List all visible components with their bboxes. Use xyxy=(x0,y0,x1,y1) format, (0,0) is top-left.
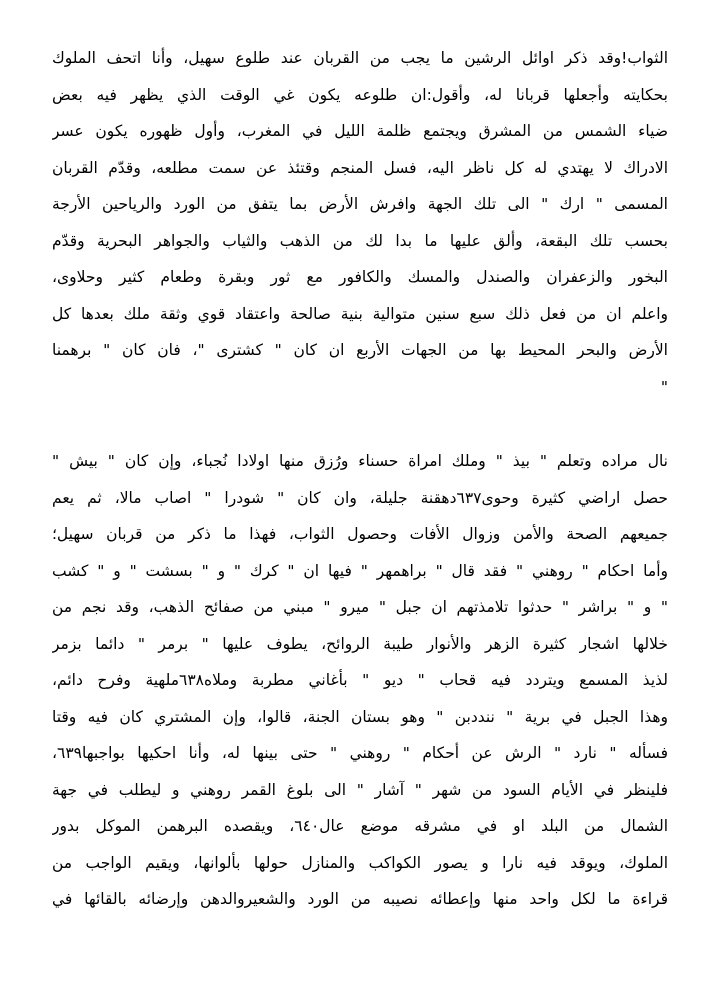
text-line: البخور والزعفران والصندل والمسك والكافور مع ثور وبقرة وطعام كثير وحلاوى، xyxy=(52,268,668,286)
text-line: وأما احكام " روهني " فقد قال " براهمهر " فيها ان " كرك " و " بسشت " و " كشب xyxy=(52,561,668,580)
text-line: نال مراده وتعلم " بيذ " وملك امراة حسناء ورُزق منها اولادا نُجباء، وإن كان " بيش " xyxy=(52,452,668,470)
document-page xyxy=(52,40,668,918)
text-line: فسأله " نارد " الرش عن أحكام " روهني " حتى بينها له، وأنا احكيها بواجبها٦٣٩، xyxy=(52,744,668,762)
text-line: فلينظر في الأيام السود من شهر " آشار " الى بلوغ القمر روهني و ليطلب في جهة xyxy=(52,780,668,799)
text-line: قراءة ما لكل واحد منها وإعطائه نصيبه من الورد والشعيروالدهن وإرضائه بالقائها في xyxy=(52,890,668,908)
text-line: الشمال من البلد او في مشرقه موضع عال٦٤٠، ويقصده البرهمن الموكل بدور xyxy=(52,817,668,835)
text-line: خلالها اشجار كثيرة الزهر والأنوار طيبة الروائح، يطوف عليها " برمر " دائما بزمر xyxy=(52,634,668,653)
text-line: الادراك لا يهتدي له كل ناظر اليه، فسل المنجم وقتئذ عن سمت مطلعه، وقدّم القربان xyxy=(52,158,668,177)
text-line: " xyxy=(660,377,668,396)
text-line: الثواب!وقد ذكر اوائل الرشين ما يجب من القربان عند طلوع سهيل، وأنا اتحف الملوك xyxy=(52,49,668,67)
text-line: جميعهم الصحة والأمن وزوال الأفات وحصول الثواب، فهذا ما ذكر من قربان سهيل؛ xyxy=(52,525,668,543)
paragraph-gap xyxy=(52,405,668,443)
text-line: ضياء الشمس من المشرق ويجتمع ظلمة الليل في المغرب، وأول ظهوره يكون عسر xyxy=(52,122,668,140)
text-line: الأرض والبحر المحيط بها من الجهات الأربع ان كان " كشترى "، فان كان " برهمنا xyxy=(52,341,668,359)
text-line: واعلم ان من فعل ذلك سبع سنين متوالية بنية صالحة واعتقاد قوي وثقة ملك بعدها كل xyxy=(52,304,668,323)
text-line: وهذا الجبل في برية " ننددبن " وهو بستان الجنة، قالوا، وإن المشتري كان فيه وقتا xyxy=(52,707,668,726)
text-line: الملوك، ويوقد فيه نارا و يصور الكواكب والمنازل حولها بألوانها، ويقيم الواجب من xyxy=(52,853,668,872)
text-line: لذيذ المسمع ويتردد فيه قحاب " ديو " بأغاني مطربة وملاه٦٣٨ملهية وفرح دائم، xyxy=(52,671,668,689)
text-line: بحسب تلك البقعة، وألق عليها ما بدا لك من الذهب والثياب والجواهر البحرية وقدّم xyxy=(52,231,668,250)
text-line: حصل اراضي كثيرة وحوى٦٣٧دهقنة جليلة، وان كان " شودرا " اصاب مالا، ثم يعم xyxy=(52,488,668,507)
text-line: " و " براشر " حدثوا تلامذتهم ان جبل " ميرو " مبني من صفائح الذهب، وقد نجم من xyxy=(52,598,668,616)
text-line: المسمى " ارك " الى تلك الجهة وافرش الأرض بما يتفق من الورد والرياحين الأرجة xyxy=(52,195,668,213)
paragraph-2 xyxy=(52,443,668,918)
paragraph-1 xyxy=(52,40,668,405)
text-line: بحكايته وأجعلها قربانا له، وأقول:ان طلوعه يكون غي الوقت الذي يظهر فيه بعض xyxy=(52,85,668,104)
